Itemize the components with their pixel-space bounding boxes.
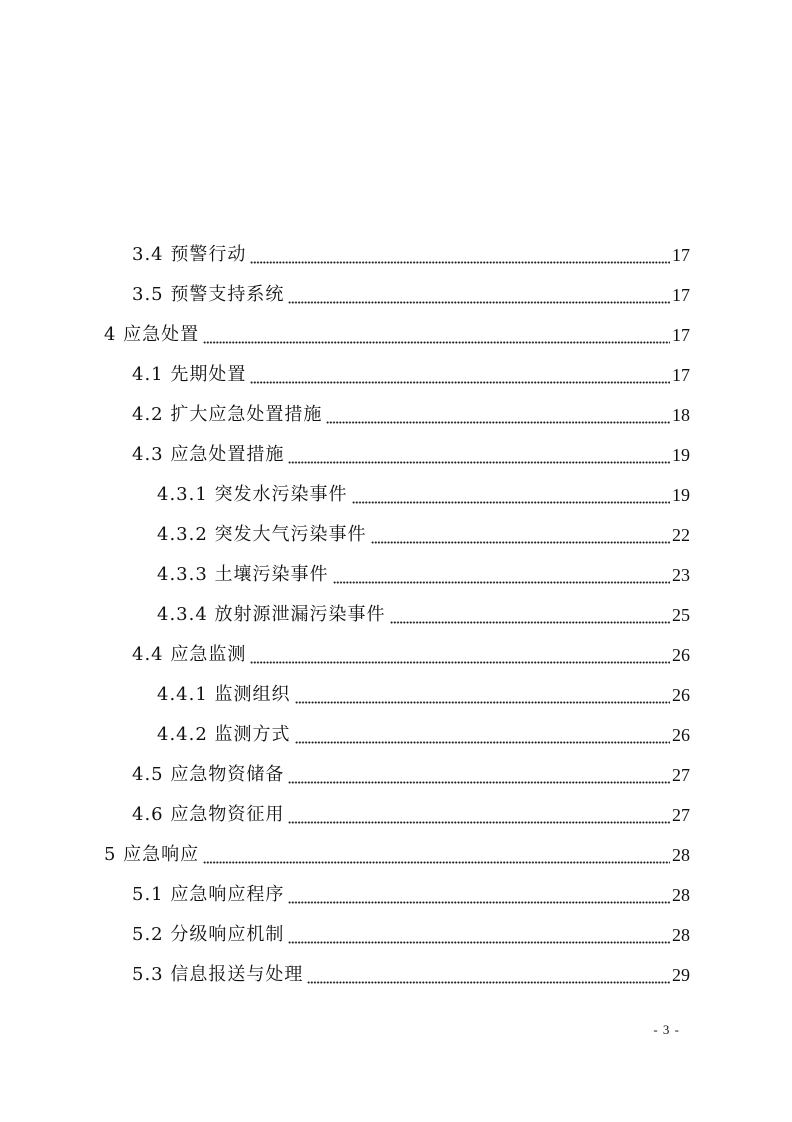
toc-entry-title: 4.3 应急处置措施 <box>132 444 285 465</box>
toc-entry-title: 4.3.3 土壤污染事件 <box>157 564 329 585</box>
toc-entry[interactable] <box>0 478 792 506</box>
toc-entry[interactable] <box>0 958 792 986</box>
toc-entry-title: 4.1 先期处置 <box>132 364 247 385</box>
toc-entry[interactable] <box>0 718 792 746</box>
toc-entry[interactable] <box>0 278 792 306</box>
toc-entry-title: 5 应急响应 <box>104 844 200 865</box>
dot-leader <box>288 924 670 946</box>
toc-entry-line <box>132 798 690 826</box>
toc-entry-line <box>132 398 690 426</box>
toc-entry-page-number: 27 <box>672 805 690 825</box>
toc-entry[interactable] <box>0 838 792 866</box>
toc-entry[interactable] <box>0 798 792 826</box>
toc-entry-line <box>157 598 690 626</box>
toc-entry-line <box>157 518 690 546</box>
toc-entry[interactable] <box>0 678 792 706</box>
toc-entry-line <box>132 638 690 666</box>
toc-entry-title: 5.3 信息报送与处理 <box>132 964 304 985</box>
dot-leader <box>288 284 670 306</box>
toc-entry[interactable] <box>0 358 792 386</box>
toc-entry-title: 4 应急处置 <box>104 324 200 345</box>
toc-entry[interactable] <box>0 318 792 346</box>
dot-leader <box>203 324 670 346</box>
toc-entry-line <box>132 918 690 946</box>
toc-entry-line <box>104 838 690 866</box>
toc-entry-line <box>104 318 690 346</box>
toc-entry-line <box>132 278 690 306</box>
toc-entry-line <box>157 478 690 506</box>
toc-entry-line <box>132 878 690 906</box>
toc-entry[interactable] <box>0 918 792 946</box>
toc-entry-title: 4.3.2 突发大气污染事件 <box>157 524 367 545</box>
toc-entry-page-number: 25 <box>672 605 690 625</box>
toc-entry-line <box>132 238 690 266</box>
dot-leader <box>295 724 670 746</box>
toc-entry-page-number: 17 <box>672 285 690 305</box>
toc-entry-page-number: 23 <box>672 565 690 585</box>
dot-leader <box>390 604 670 626</box>
toc-entry[interactable] <box>0 558 792 586</box>
toc-entry-title: 4.5 应急物资储备 <box>132 764 285 785</box>
dot-leader <box>352 484 670 506</box>
dot-leader <box>333 564 670 586</box>
toc-entry-title: 4.4.1 监测组织 <box>157 684 291 705</box>
dot-leader <box>288 804 670 826</box>
dot-leader <box>250 364 670 386</box>
toc-entry-title: 4.3.1 突发水污染事件 <box>157 484 348 505</box>
toc-entry-page-number: 22 <box>672 525 690 545</box>
toc-entry-page-number: 26 <box>672 725 690 745</box>
toc-entry-title: 4.3.4 放射源泄漏污染事件 <box>157 604 386 625</box>
dot-leader <box>295 684 670 706</box>
toc-entry-page-number: 19 <box>672 485 690 505</box>
dot-leader <box>326 404 670 426</box>
toc-entry-page-number: 28 <box>672 885 690 905</box>
toc-entry[interactable] <box>0 438 792 466</box>
dot-leader <box>288 444 670 466</box>
toc-entry[interactable] <box>0 758 792 786</box>
toc-entry-page-number: 17 <box>672 365 690 385</box>
toc-entry[interactable] <box>0 398 792 426</box>
toc-entry-line <box>132 958 690 986</box>
dot-leader <box>307 964 670 986</box>
footer-page-number: - 3 - <box>653 1022 680 1037</box>
toc-entry-page-number: 17 <box>672 325 690 345</box>
dot-leader <box>371 524 670 546</box>
toc-entry-title: 3.5 预警支持系统 <box>132 284 285 305</box>
toc-entry-page-number: 17 <box>672 245 690 265</box>
dot-leader <box>288 764 670 786</box>
toc-entry-title: 4.4 应急监测 <box>132 644 247 665</box>
toc-entry-page-number: 26 <box>672 645 690 665</box>
toc-entry[interactable] <box>0 238 792 266</box>
toc-entry-page-number: 28 <box>672 845 690 865</box>
toc-entry-title: 4.2 扩大应急处置措施 <box>132 404 323 425</box>
toc-entry-page-number: 18 <box>672 405 690 425</box>
toc-entry[interactable] <box>0 638 792 666</box>
toc-entry-title: 5.2 分级响应机制 <box>132 924 285 945</box>
dot-leader <box>288 884 670 906</box>
toc-entry-title: 5.1 应急响应程序 <box>132 884 285 905</box>
toc-entry-title: 4.4.2 监测方式 <box>157 724 291 745</box>
toc-entry-line <box>132 438 690 466</box>
toc-entry-line <box>132 758 690 786</box>
dot-leader <box>250 644 670 666</box>
toc-entry[interactable] <box>0 598 792 626</box>
toc-entry-page-number: 26 <box>672 685 690 705</box>
toc-entry[interactable] <box>0 518 792 546</box>
toc-entry-line <box>157 678 690 706</box>
dot-leader <box>203 844 670 866</box>
toc-entry-page-number: 29 <box>672 965 690 985</box>
toc-entry-title: 4.6 应急物资征用 <box>132 804 285 825</box>
dot-leader <box>250 244 670 266</box>
toc-entry-page-number: 28 <box>672 925 690 945</box>
toc-entry-line <box>157 558 690 586</box>
toc-entry-line <box>132 358 690 386</box>
toc-entry-page-number: 27 <box>672 765 690 785</box>
toc-entry-line <box>157 718 690 746</box>
toc-entry[interactable] <box>0 878 792 906</box>
toc-entry-title: 3.4 预警行动 <box>132 244 247 265</box>
toc-entry-page-number: 19 <box>672 445 690 465</box>
